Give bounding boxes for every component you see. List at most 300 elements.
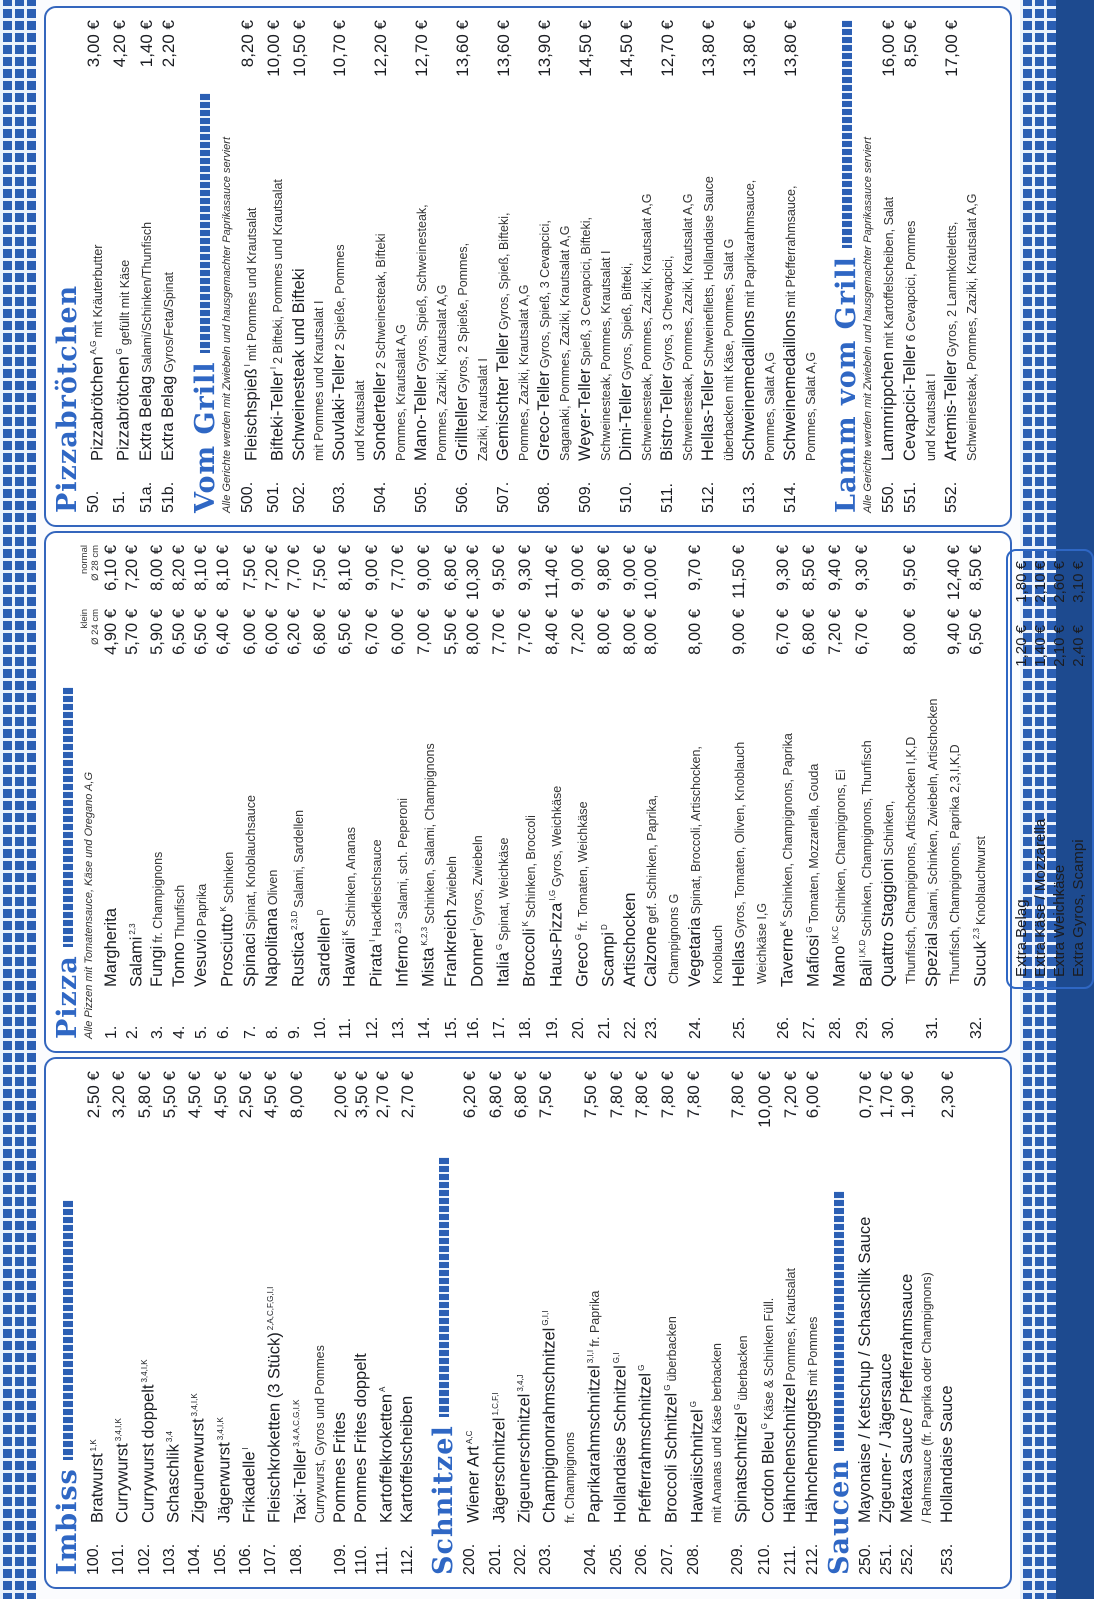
- item-price: 3,00 €: [84, 20, 103, 68]
- item-name: Greco-Teller: [535, 371, 554, 461]
- item-body: [136, 84, 158, 461]
- price-small: 4,90 €: [102, 609, 120, 655]
- item-name: Haus-Pizza: [546, 902, 565, 987]
- item-allergens: 3,4,I,K: [139, 1359, 149, 1383]
- menu-item: [616, 20, 638, 513]
- item-price: 4,20 €: [110, 20, 130, 68]
- pizza-item-continuation: [751, 545, 773, 1039]
- menu-item: [351, 1071, 372, 1575]
- item-allergens: 3,4,A,C,G,I,K: [291, 1399, 301, 1447]
- item-description: Gyros, Spieß, Schweinesteak,: [415, 204, 430, 372]
- item-price: 6,20 €: [460, 1071, 480, 1119]
- item-body: [799, 673, 825, 987]
- pizza-item-continuation: [663, 545, 685, 1039]
- item-number: 212.: [803, 1543, 821, 1575]
- pizzabroetchen-list: [83, 20, 180, 513]
- item-name: Bratwurst: [88, 1453, 107, 1523]
- item-number: 110.: [352, 1545, 370, 1575]
- item-body: [237, 84, 263, 461]
- item-description: Schinken, Champignons, Paprika: [780, 733, 795, 918]
- item-price: 13,80 €: [781, 20, 801, 77]
- item-number: 16.: [464, 1016, 482, 1039]
- price-normal: 9,00 €: [362, 545, 381, 591]
- item-number: 506.: [454, 481, 472, 513]
- item-allergens: G: [662, 1384, 672, 1391]
- item-name: Calzone: [641, 926, 660, 987]
- item-name: Salami: [127, 936, 146, 987]
- item-number: 20.: [569, 1016, 587, 1039]
- imbiss-title: Imbiss: [52, 1468, 83, 1575]
- item-number: 24.: [686, 1016, 704, 1039]
- item-description: fr. Paprika: [587, 1290, 602, 1347]
- item-price: 4,50 €: [210, 1071, 230, 1119]
- pizza-extras-box: [1006, 549, 1094, 989]
- menu-item: [727, 1071, 753, 1575]
- menu-item: [739, 20, 761, 513]
- item-price: 14,50 €: [617, 20, 637, 77]
- item-price: 7,80 €: [657, 1071, 677, 1119]
- saucen-list: [855, 1071, 958, 1575]
- item-price: 2,20 €: [158, 20, 178, 68]
- imbiss-header: [54, 1071, 81, 1575]
- item-body: [897, 1135, 918, 1523]
- item-name: Gemischter Teller: [494, 332, 513, 461]
- item-price: 16,00 €: [879, 20, 899, 77]
- item-description-line: Zaziki, Krautsalat I: [476, 358, 491, 461]
- item-name: Mista: [419, 947, 438, 987]
- item-body: [876, 1135, 897, 1523]
- item-body: [370, 84, 392, 461]
- item-price: 13,80 €: [740, 20, 760, 77]
- item-allergens: 3,4,I,K: [190, 1393, 200, 1417]
- item-allergens: 3,4,I,K: [215, 1417, 225, 1441]
- item-body: [184, 1135, 209, 1523]
- vomgrill-title: Vom Grill: [189, 361, 221, 513]
- menu-item: [657, 20, 679, 513]
- item-price: 1,90 €: [897, 1071, 917, 1119]
- item-allergens: K: [778, 920, 788, 927]
- item-number: 5.: [193, 1025, 211, 1039]
- item-number: 50.: [85, 490, 102, 513]
- price-normal: 8,10 €: [192, 545, 211, 591]
- item-allergens: G: [688, 1401, 698, 1408]
- menu-item: [878, 20, 900, 513]
- item-body: [657, 84, 679, 461]
- item-description: Schinken, Salami, Champignons: [422, 743, 437, 924]
- price-small: 7,70 €: [516, 609, 535, 655]
- item-price: 6,80 €: [485, 1071, 505, 1119]
- item-number: 14.: [416, 1016, 434, 1039]
- item-number: 101.: [110, 1543, 128, 1575]
- item-number: 508.: [536, 481, 554, 513]
- item-number: 551.: [902, 481, 920, 513]
- item-description-line: mit Ananas und Käse berbacken: [710, 1343, 725, 1523]
- item-price: 8,20 €: [237, 20, 257, 68]
- item-allergens: 3,I,I: [585, 1349, 595, 1364]
- price-normal: 6,80 €: [441, 545, 460, 591]
- menu-item: [159, 1071, 184, 1575]
- pizza-item: [568, 545, 594, 1039]
- item-body: [606, 1135, 631, 1523]
- item-name: Tonno: [170, 942, 189, 987]
- menu-item: [237, 20, 263, 513]
- price-small: 8,00 €: [900, 609, 919, 655]
- item-name: Napolitana: [262, 908, 281, 987]
- item-description: Spinat, Weichkäse: [497, 837, 512, 941]
- item-body: [213, 673, 239, 987]
- menu-item: [263, 20, 289, 513]
- pizza-item: [966, 545, 992, 1039]
- item-price: 1,40 €: [136, 20, 156, 68]
- menu-item: [606, 1071, 631, 1575]
- item-body: [83, 1135, 108, 1523]
- item-allergens: G: [573, 933, 583, 941]
- item-name: Pommes Frites doppelt: [351, 1353, 370, 1523]
- item-number: 105.: [211, 1543, 229, 1575]
- price-small: 7,20 €: [826, 609, 845, 655]
- item-body: [802, 1135, 824, 1523]
- price-normal: 7,20 €: [123, 545, 141, 591]
- menu-item: [411, 20, 433, 513]
- item-price: 6,00 €: [802, 1071, 822, 1119]
- item-body: [937, 1135, 958, 1523]
- lamm-title: Lamm vom Grill: [831, 256, 863, 513]
- item-allergens: I: [268, 366, 278, 370]
- item-description: Schinken, Champignons, Ei: [833, 769, 848, 923]
- item-body: [685, 673, 707, 987]
- price-small: 6,20 €: [284, 609, 303, 655]
- item-price: 6,80 €: [510, 1071, 530, 1119]
- price-small: 6,80 €: [310, 609, 329, 655]
- greek-key-icon: [63, 1200, 73, 1460]
- item-description-line: Pommes, Salat A,G: [804, 351, 819, 461]
- item-number: 2.: [124, 1025, 141, 1039]
- item-allergens: 1,K: [89, 1439, 98, 1452]
- price-normal: 8,50 €: [966, 545, 985, 591]
- item-name: Currywurst doppelt: [138, 1384, 157, 1523]
- item-body: [262, 673, 284, 987]
- item-description: überbacken: [664, 1316, 679, 1382]
- price-normal: 9,80 €: [595, 545, 614, 591]
- item-body: [134, 1135, 159, 1523]
- price-normal: 10,00 €: [641, 545, 660, 601]
- item-body: [260, 1135, 285, 1523]
- item-description: Gyros, Spieß, 3 Cevapcici,: [538, 220, 553, 369]
- menu-item: [459, 1071, 484, 1575]
- item-body: [191, 673, 213, 987]
- item-body: [83, 84, 109, 461]
- item-price: 14,50 €: [576, 20, 596, 77]
- item-name: Lammrippchen: [879, 351, 898, 461]
- item-body: [698, 84, 720, 461]
- item-body: [663, 673, 685, 987]
- item-description: mit Pfefferrahmsauce,: [784, 185, 799, 308]
- item-name: Quattro Staggioni: [878, 858, 897, 987]
- saucen-header: [823, 1071, 855, 1575]
- item-description: 2 Spieße, Pommes: [333, 244, 348, 351]
- price-small: 6,70 €: [362, 609, 381, 655]
- item-name: Vesuvio: [192, 929, 211, 987]
- price-small: 1,40 €: [1032, 625, 1050, 667]
- item-body: [727, 1135, 753, 1523]
- item-name: Kartoffelkroketten: [377, 1393, 396, 1523]
- item-number: 202.: [511, 1543, 529, 1575]
- pizza-item: [191, 545, 213, 1039]
- item-allergens: K,2,3: [420, 926, 430, 946]
- price-small: 6,70 €: [852, 609, 871, 655]
- item-body: [286, 1135, 311, 1523]
- item-allergens: 2,3: [393, 922, 403, 934]
- pizza-item: [620, 545, 641, 1039]
- item-number: 250.: [856, 1543, 874, 1575]
- item-number: 505.: [413, 481, 431, 513]
- item-body: [489, 673, 515, 987]
- menu-item: [330, 1071, 351, 1575]
- item-number: 10.: [311, 1016, 329, 1039]
- item-number: 26.: [774, 1016, 792, 1039]
- item-description: Gyros, Tomaten, Oliven, Knoblauch: [732, 741, 747, 939]
- item-number: 13.: [389, 1016, 407, 1039]
- menu-item: [510, 1071, 535, 1575]
- pizza-item: [594, 545, 619, 1039]
- panel-pizzabroetchen-grill: [44, 6, 1012, 527]
- item-name: Bifteki-Teller: [268, 371, 287, 461]
- price-normal: 9,30 €: [773, 545, 792, 591]
- menu-item: [289, 20, 310, 513]
- item-number: 6.: [215, 1025, 233, 1039]
- item-allergens: I,K,C: [831, 925, 841, 944]
- item-description: Oliven: [265, 869, 280, 906]
- item-description: Schweinefilets, Hollandaise Sauce: [702, 176, 717, 368]
- item-allergens: I,K,D: [857, 939, 867, 958]
- lamm-note: Alle Gerichte werden mit Zwiebeln und hausgemachter Paprikasauce serviert: [862, 136, 875, 513]
- menu-item: [370, 20, 392, 513]
- item-description: Schinken, Broccoli: [523, 815, 538, 918]
- item-number: 503.: [331, 481, 349, 513]
- price-normal: 12,40 €: [944, 545, 963, 601]
- item-body: [825, 673, 851, 987]
- price-small: 2,40 €: [1070, 625, 1088, 667]
- lamm-list: [878, 20, 982, 513]
- price-small: 6,50 €: [170, 609, 189, 655]
- item-body: [773, 673, 799, 987]
- item-body: [855, 1135, 876, 1523]
- item-number: 19.: [543, 1016, 561, 1039]
- item-body: [351, 1135, 372, 1523]
- item-price: 2,50 €: [84, 1071, 103, 1119]
- menu-item: [897, 1071, 918, 1575]
- item-price: 10,70 €: [330, 20, 350, 77]
- item-name: Hawaii: [340, 937, 359, 987]
- item-price: 1,70 €: [876, 1071, 896, 1119]
- item-number: 8.: [263, 1025, 281, 1039]
- price-small: 6,40 €: [214, 609, 233, 655]
- item-number: 11.: [337, 1017, 355, 1039]
- item-name: Schaschlik: [164, 1444, 183, 1523]
- item-body: [335, 673, 361, 987]
- pizza-item: [922, 545, 944, 1039]
- item-price: 7,80 €: [728, 1071, 748, 1119]
- item-body: [852, 673, 878, 987]
- item-description: Gyros, 3 Chevapcici,: [661, 255, 676, 371]
- price-normal: 10,30 €: [463, 545, 482, 601]
- item-number: 210.: [755, 1543, 773, 1575]
- item-description: Paprika: [195, 883, 210, 927]
- pizza-item: [878, 545, 900, 1039]
- item-description-line: und Krautsalat: [353, 380, 368, 461]
- item-description: Spieß, 3 Cevapcici, Bifteki,: [579, 217, 594, 366]
- item-name: Frankreich: [441, 909, 460, 987]
- item-description: mit Paprikarahmsauce,: [743, 179, 758, 308]
- item-price: 0,70 €: [855, 1071, 875, 1119]
- item-description: 2 Schweinesteak, Bifteki: [374, 233, 389, 370]
- pizzabroetchen-title: Pizzabrötchen: [52, 284, 83, 513]
- price-normal: 9,00 €: [620, 545, 639, 591]
- item-description: Hackfleischsauce: [369, 839, 384, 937]
- price-small: 9,40 €: [944, 609, 963, 655]
- item-description: Käse & Schinken Füll.: [761, 1297, 776, 1421]
- item-name: Pommes Frites: [330, 1412, 349, 1523]
- item-description: Gyros, Spieß, Bifteki,: [497, 212, 512, 330]
- vomgrill-note: Alle Gerichte werden mit Zwiebeln und hausgemachter Paprikasauce serviert: [220, 136, 233, 513]
- item-body: [459, 1135, 484, 1523]
- price-normal: 9,30 €: [516, 545, 535, 591]
- menu-item: [372, 1071, 397, 1575]
- item-name: Prosciutto: [218, 913, 237, 987]
- item-name: Taverne: [777, 928, 796, 987]
- menu-item: [698, 20, 720, 513]
- item-allergens: 2,3,D: [289, 910, 299, 930]
- item-number: 509.: [577, 481, 595, 513]
- item-body: [310, 673, 335, 987]
- vomgrill-header: [189, 20, 221, 513]
- extra-name: Extra Käse / Mozzarella: [1032, 818, 1050, 977]
- item-description-line: überbacken mit Käse, Pommes, Salat G: [722, 238, 737, 461]
- item-number: 25.: [730, 1016, 748, 1039]
- item-description: mit Pommes und Krautsalat: [244, 207, 259, 362]
- greek-key-icon: [200, 93, 210, 353]
- menu-item: [580, 1071, 606, 1575]
- price-normal: 7,50 €: [240, 545, 259, 591]
- imbiss-list: [83, 1071, 418, 1575]
- pizza-item: [441, 545, 463, 1039]
- menu-item: [575, 20, 597, 513]
- schnitzel-list: [459, 1071, 824, 1575]
- item-allergens: G: [759, 1423, 769, 1430]
- menu-item: [210, 1071, 235, 1575]
- pizza-item: [489, 545, 515, 1039]
- item-number: 18.: [517, 1016, 535, 1039]
- extra-item: [1012, 561, 1031, 977]
- pizza-item: [799, 545, 825, 1039]
- item-number: 4.: [171, 1025, 189, 1039]
- item-name: Frikadelle: [240, 1451, 259, 1523]
- price-normal: 9,30 €: [852, 545, 871, 591]
- item-description-line: Schweinesteak, Pommes, Zaziki, Krautsalat A,G: [640, 193, 655, 461]
- item-price: 7,80 €: [683, 1071, 703, 1119]
- item-description: Schinken, Ananas: [343, 827, 358, 928]
- menu-item: [397, 1071, 418, 1575]
- item-description-line: fr. Champignons: [562, 1431, 577, 1523]
- item-description: Salami, Schinken, Zwiebeln, Artischocken: [925, 698, 940, 930]
- item-price: 2,70 €: [372, 1071, 392, 1119]
- item-description: Pommes, Krautsalat: [783, 1268, 798, 1381]
- price-normal: 7,20 €: [262, 545, 281, 591]
- menu-item: [631, 1071, 656, 1575]
- item-price: 12,70 €: [412, 20, 432, 77]
- item-price: 2,50 €: [235, 1071, 255, 1119]
- item-description: Weichkäse I,G: [754, 902, 769, 984]
- menu-item: [534, 20, 556, 513]
- item-number: 106.: [236, 1543, 254, 1575]
- price-normal: 2,60 €: [1051, 561, 1069, 603]
- menu-item: [235, 1071, 260, 1575]
- pizza-item: [335, 545, 361, 1039]
- item-body: [463, 673, 489, 987]
- item-body: [109, 84, 135, 461]
- pizza-title: Pizza: [52, 955, 83, 1039]
- pizza-item: [240, 545, 262, 1039]
- item-allergens: A: [377, 1386, 387, 1392]
- item-price: 10,50 €: [290, 20, 310, 77]
- item-body: [263, 84, 289, 461]
- item-number: 513.: [741, 481, 759, 513]
- vomgrill-list: [237, 20, 822, 513]
- item-allergens: 3,4,I,K: [114, 1418, 124, 1442]
- item-name: Scampi: [599, 931, 618, 987]
- item-allergens: 3,4,J: [515, 1374, 525, 1392]
- item-name: Jägerschnitzel: [489, 1417, 508, 1523]
- price-small: 6,50 €: [192, 609, 211, 655]
- item-description: Gyros, Weichkäse: [549, 785, 564, 887]
- item-description: Schinken, Champignons, Thunfisch: [859, 740, 874, 937]
- item-description: Gyros, Spieß, Bifteki,: [620, 262, 635, 381]
- item-name: Artischocken: [620, 892, 639, 987]
- item-number: 203.: [537, 1543, 555, 1575]
- item-number: 100.: [85, 1543, 102, 1575]
- item-price: 12,20 €: [371, 20, 391, 77]
- item-name: Sucuk: [971, 941, 990, 987]
- item-body: [147, 673, 169, 987]
- item-body: [169, 673, 191, 987]
- item-body: [729, 673, 751, 987]
- item-body: [900, 84, 922, 461]
- panel-pizza: [44, 531, 1088, 1053]
- menu-item: [941, 20, 963, 513]
- item-body: [575, 84, 597, 461]
- item-name: Pizzabrötchen: [88, 356, 107, 461]
- item-number: 208.: [684, 1543, 702, 1575]
- item-body: [510, 1135, 535, 1523]
- item-number: 514.: [782, 481, 800, 513]
- item-number: 204.: [581, 1543, 599, 1575]
- item-description-line: Pommes, Zaziki, Krautsalat A,G: [517, 284, 532, 461]
- item-name: Sonderteller: [371, 372, 390, 461]
- item-body: [944, 673, 966, 987]
- item-description-line: Pommes, Krautsalat A,G: [394, 324, 409, 461]
- item-description: Thunfisch, Champignons, Artischocken I,K,D: [903, 736, 918, 984]
- item-name: Pizzabrötchen: [114, 356, 133, 461]
- item-allergens: A,C: [465, 1430, 475, 1444]
- item-name: Kartoffelscheiben: [398, 1395, 417, 1523]
- price-normal: 9,50 €: [489, 545, 508, 591]
- pizza-note: Alle Pizzen mit Tomatensauce, Käse und Oregano A,G: [83, 772, 95, 1039]
- price-small: 6,00 €: [388, 609, 407, 655]
- menu-item: [83, 20, 109, 513]
- item-price: 13,80 €: [699, 20, 719, 77]
- price-normal: 11,40 €: [542, 545, 561, 599]
- item-price: 13,60 €: [453, 20, 473, 77]
